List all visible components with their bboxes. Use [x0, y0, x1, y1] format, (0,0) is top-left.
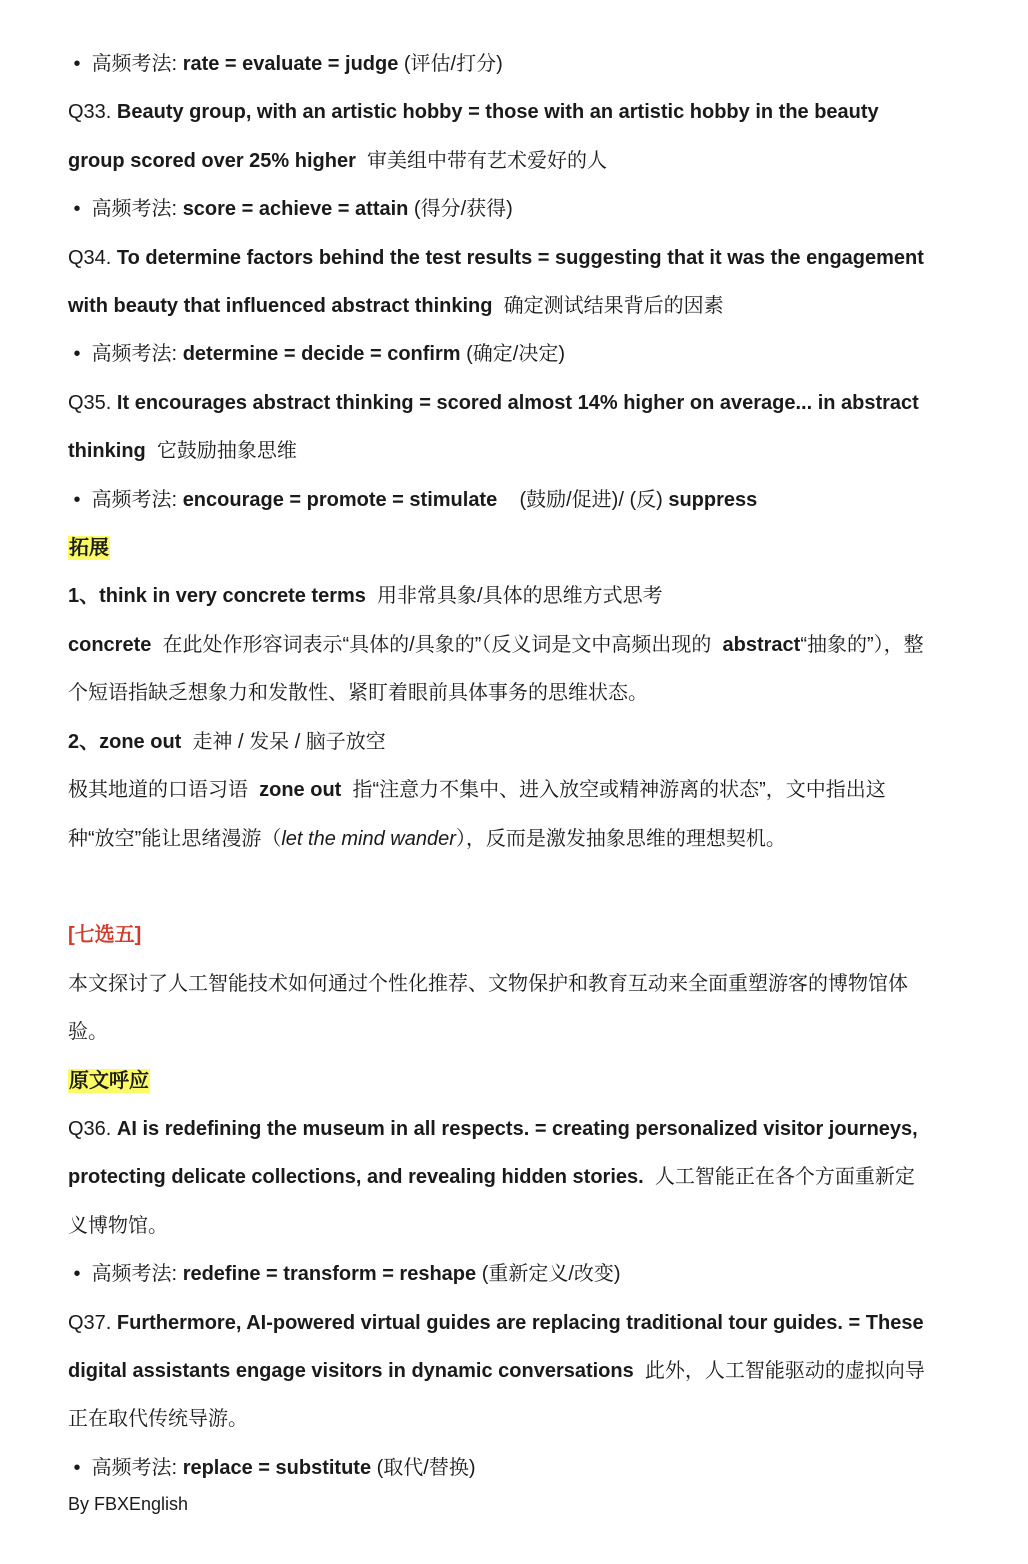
- extension-word: zone out: [259, 779, 342, 802]
- extension-2-title: [68, 718, 928, 766]
- footer-credit: By FBXEnglish: [68, 1494, 189, 1515]
- method-label: 高频考法:: [91, 343, 183, 366]
- extension-word: concrete: [68, 633, 152, 656]
- method-antonym: suppress: [668, 488, 758, 511]
- bullet-icon: •: [73, 488, 81, 511]
- bullet-icon: •: [73, 1456, 81, 1479]
- extension-1-title: [68, 572, 928, 620]
- origin-heading: [68, 1057, 928, 1105]
- extension-1-description: [68, 621, 928, 718]
- method-label: 高频考法:: [91, 1263, 183, 1286]
- method-label: 高频考法:: [91, 198, 183, 221]
- method-line-q34: [68, 330, 928, 378]
- bullet-icon: •: [73, 1263, 81, 1286]
- extension-text: “抽象的”），整个短语指缺乏想象力和发散性、紧盯着眼前具体事务的思维状态。: [68, 633, 924, 705]
- method-terms: redefine = transform = reshape: [182, 1263, 477, 1286]
- question-chinese: 它鼓励抽象思维: [156, 440, 297, 463]
- extension-phrase: 1、think in very concrete terms: [68, 585, 366, 608]
- bullet-icon: •: [73, 343, 81, 366]
- question-q36: [68, 1105, 928, 1250]
- method-line-q32: [68, 40, 928, 88]
- question-number: Q36.: [68, 1117, 117, 1140]
- method-terms: determine = decide = confirm: [182, 343, 461, 366]
- extension-phrase: 2、zone out: [68, 730, 182, 753]
- method-cn: (取代/替换): [371, 1456, 476, 1479]
- question-chinese: 审美组中带有艺术爱好的人: [366, 149, 607, 172]
- expand-heading: [68, 524, 928, 572]
- question-q35: [68, 379, 928, 476]
- question-chinese: 人工智能正在各个方面重新定义博物馆。: [68, 1166, 915, 1237]
- bullet-icon: •: [73, 53, 81, 75]
- question-chinese: 确定测试结果背后的因素: [503, 295, 724, 318]
- method-line-q36: [68, 1250, 928, 1298]
- method-label: 高频考法:: [91, 1456, 183, 1479]
- extension-word-antonym: abstract: [722, 633, 801, 656]
- extension-2-description: [68, 766, 928, 863]
- question-q33: [68, 88, 928, 185]
- method-label: 高频考法:: [91, 53, 183, 75]
- question-q34: [68, 234, 928, 331]
- method-cn: (得分/获得): [408, 198, 513, 221]
- extension-italic: let the mind wander: [281, 827, 456, 850]
- method-cn: (确定/决定): [460, 343, 565, 366]
- extension-text: 在此处作形容词表示“具体的/具象的”（反义词是文中高频出现的: [162, 633, 712, 656]
- section-spacer: [68, 863, 928, 911]
- question-number: Q35.: [68, 391, 117, 414]
- question-english: AI is redefining the museum in all respects. = creating personalized visitor journeys, protecting delicate collections, and revealing hidden stories.: [68, 1117, 918, 1189]
- method-line-q37: [68, 1444, 928, 1492]
- section-intro: 本文探讨了人工智能技术如何通过个性化推荐、文物保护和教育互动来全面重塑游客的博物馆体验。: [68, 972, 908, 1044]
- question-english: Furthermore, AI-powered virtual guides are replacing traditional tour guides. = These digital assistants engage visitors in dynamic conversations: [68, 1311, 924, 1382]
- method-cn: (鼓励/促进)/ (反): [519, 488, 663, 511]
- question-number: Q33.: [68, 101, 117, 124]
- section-title-text: [七选五]: [68, 924, 142, 947]
- expand-tag: 拓展: [69, 537, 109, 560]
- method-terms: rate = evaluate = judge: [182, 53, 399, 75]
- extension-text: 极其地道的口语习语: [68, 779, 248, 802]
- method-label: 高频考法:: [91, 488, 183, 511]
- method-cn: (重新定义/改变): [476, 1263, 621, 1286]
- question-english: It encourages abstract thinking = scored almost 14% higher on average... in abstract thinking: [68, 391, 919, 463]
- question-chinese: 此外，人工智能驱动的虚拟向导正在取代传统导游。: [68, 1359, 925, 1431]
- method-line-q33: [68, 185, 928, 233]
- method-terms: replace = substitute: [182, 1456, 372, 1479]
- method-line-q35: [68, 476, 928, 524]
- method-cn: (评估/打分): [398, 53, 503, 75]
- method-terms: encourage = promote = stimulate: [182, 488, 498, 511]
- extension-text: ），反而是激发抽象思维的理想契机。: [455, 827, 786, 850]
- section-title: [68, 911, 928, 959]
- bullet-icon: •: [73, 198, 81, 221]
- question-english: Beauty group, with an artistic hobby = those with an artistic hobby in the beauty group scored over 25% higher: [68, 101, 879, 172]
- extension-text: 指“注意力不集中、进入放空或精神游离的状态”，文中指出这种“放空”能让思绪漫游（: [68, 779, 886, 850]
- question-english: To determine factors behind the test results = suggesting that it was the engagement with beauty that influenced abstract thinking: [68, 246, 924, 318]
- extension-meaning: 用非常具象/具体的思维方式思考: [377, 585, 663, 608]
- method-terms: score = achieve = attain: [182, 198, 409, 221]
- origin-tag: 原文呼应: [69, 1069, 149, 1092]
- question-number: Q37.: [68, 1311, 117, 1334]
- question-q37: [68, 1299, 928, 1444]
- question-number: Q34.: [68, 246, 117, 269]
- extension-meaning: 走神 / 发呆 / 脑子放空: [192, 730, 386, 753]
